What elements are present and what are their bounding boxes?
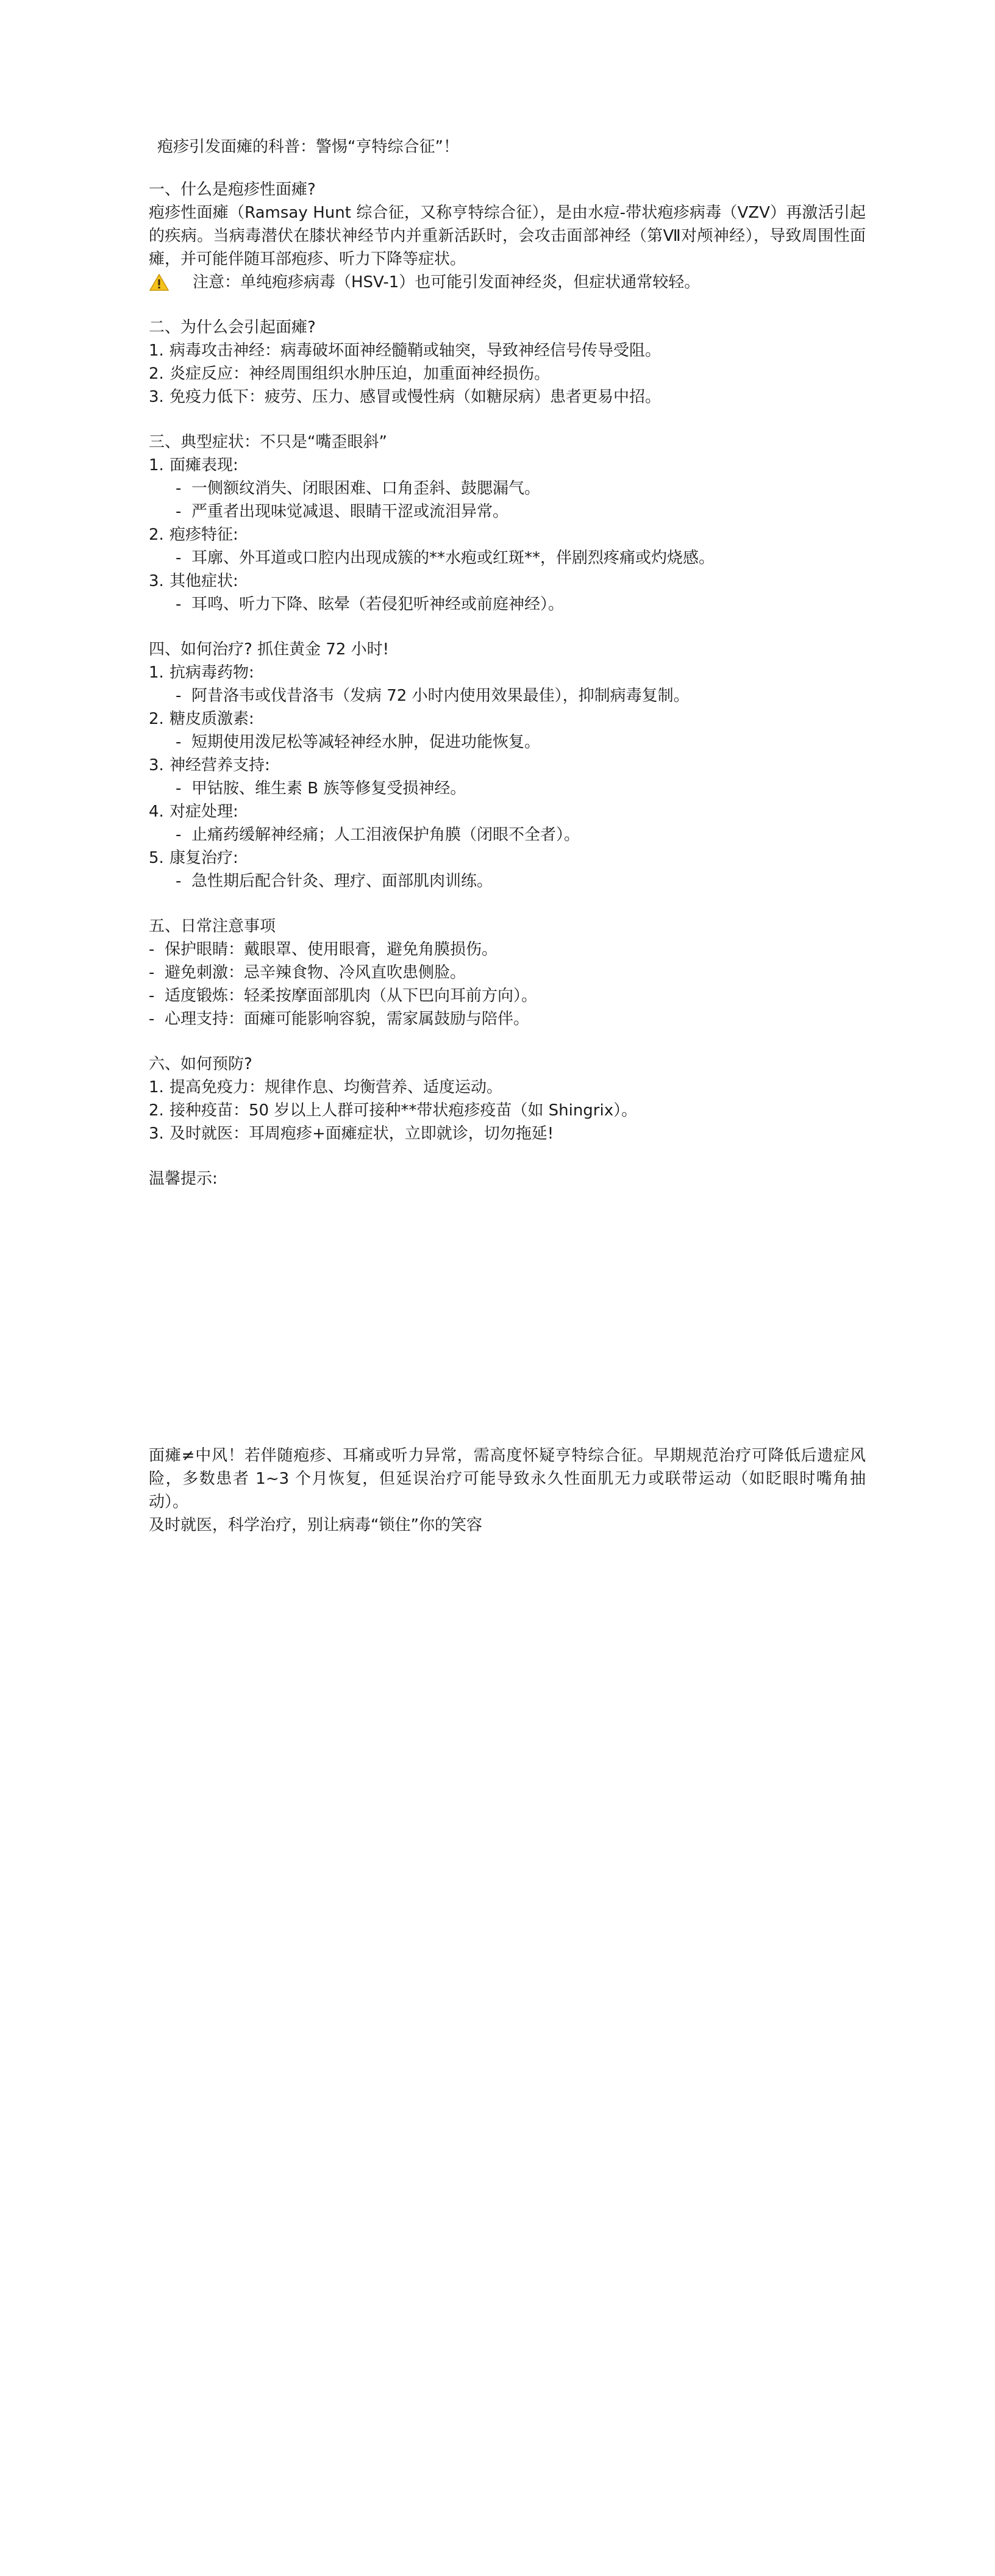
list-number: 2. [149,710,164,728]
section-heading: 一、什么是疱疹性面瘫? [149,181,316,199]
sub-list [149,823,866,846]
blank-space [149,1190,866,1444]
list-text: 康复治疗: [169,849,238,867]
numbered-list [149,339,866,409]
list-item: - 心理支持：面瘫可能影响容貌，需家属鼓励与陪伴。 [149,1007,866,1031]
section-paragraph: 疱疹性面瘫（Ramsay Hunt 综合征，又称亨特综合征），是由水痘-带状疱疹病毒（VZV）再激活引起的疾病。当病毒潜伏在膝状神经节内并重新活跃时，会攻击面部神经（第Ⅶ对颅神经），导致周围性面瘫，并可能伴随耳部疱疹、听力下降等症状。 [149,204,866,268]
sub-item: - 一侧额纹消失、闭眼困难、口角歪斜、鼓腮漏气。 [176,477,866,500]
sub-list [149,870,866,893]
sub-item: - 短期使用泼尼松等减轻神经水肿，促进功能恢复。 [176,731,866,754]
sub-item: - 止痛药缓解神经痛；人工泪液保护角膜（闭眼不全者）。 [176,823,866,846]
list-item [149,707,866,731]
list-text: 提高免疫力：规律作息、均衡营养、适度运动。 [169,1078,503,1097]
list-text: 对症处理: [169,803,238,821]
list-text: 适度锻炼：轻柔按摩面部肌肉（从下巴向耳前方向）。 [165,987,538,1005]
sub-list [149,777,866,800]
article [149,135,866,1537]
sub-item: - 阿昔洛韦或伐昔洛韦（发病 72 小时内使用效果最佳），抑制病毒复制。 [176,684,866,707]
section-why [149,316,866,409]
section-treatment [149,638,866,893]
sub-item: - 严重者出现味觉减退、眼睛干涩或流泪异常。 [176,500,866,523]
list-item: - 适度锻炼：轻柔按摩面部肌肉（从下巴向耳前方向）。 [149,984,866,1007]
list-number: 2. [149,1101,164,1120]
sub-text: 阿昔洛韦或伐昔洛韦（发病 72 小时内使用效果最佳），抑制病毒复制。 [191,687,690,705]
list-item [149,1076,866,1099]
list-text: 炎症反应：神经周围组织水肿压迫，加重面神经损伤。 [169,365,551,383]
sub-list [149,731,866,754]
sub-text: 一侧额纹消失、闭眼困难、口角歪斜、鼓腮漏气。 [191,479,541,498]
sub-text: 止痛药缓解神经痛；人工泪液保护角膜（闭眼不全者）。 [191,826,580,844]
list-number: 3. [149,1125,164,1143]
sub-text: 急性期后配合针灸、理疗、面部肌肉训练。 [191,872,493,890]
sub-text: 短期使用泼尼松等减轻神经水肿，促进功能恢复。 [191,733,541,751]
list-text: 心理支持：面瘫可能影响容貌，需家属鼓励与陪伴。 [165,1010,530,1028]
list-number: 4. [149,803,164,821]
sub-item: - 急性期后配合针灸、理疗、面部肌肉训练。 [176,870,866,893]
list-item: - 保护眼睛：戴眼罩、使用眼膏，避免角膜损伤。 [149,938,866,961]
list-item [149,846,866,870]
section-heading: 二、为什么会引起面瘫? [149,318,316,337]
list-number: 5. [149,849,164,867]
section-heading: 六、如何预防? [149,1055,252,1073]
sub-text: 耳鸣、听力下降、眩晕（若侵犯听神经或前庭神经）。 [191,595,565,614]
numbered-list [149,661,866,893]
list-text: 抗病毒药物: [169,664,254,682]
tip-label: 温馨提示: [149,1170,218,1188]
section-what-is [149,178,866,294]
sub-text: 耳廓、外耳道或口腔内出现成簇的**水疱或红斑**，伴剧烈疼痛或灼烧感。 [191,549,715,567]
section-heading: 四、如何治疗? 抓住黄金 72 小时! [149,640,390,659]
sub-list [149,684,866,707]
sub-list [149,593,866,616]
sub-item: - 耳廓、外耳道或口腔内出现成簇的**水疱或红斑**，伴剧烈疼痛或灼烧感。 [176,546,866,570]
list-number: 2. [149,365,164,383]
sub-list [149,546,866,570]
section-symptoms [149,431,866,616]
list-item [149,661,866,684]
list-item [149,362,866,385]
tip-section [149,1167,866,1537]
numbered-list [149,1076,866,1145]
list-text: 其他症状: [169,572,238,590]
list-text: 糖皮质激素: [169,710,254,728]
list-item [149,523,866,546]
list-number: 3. [149,572,164,590]
list-item [149,454,866,477]
list-text: 及时就医：耳周疱疹+面瘫症状，立即就诊，切勿拖延! [169,1125,554,1143]
section-heading: 三、典型症状：不只是“嘴歪眼斜” [149,433,387,451]
article-title: 疱疹引发面瘫的科普：警惕“亨特综合征”！ [157,138,459,156]
list-text: 免疫力低下：疲劳、压力、感冒或慢性病（如糖尿病）患者更易中招。 [169,388,662,406]
section-heading: 五、日常注意事项 [149,917,276,936]
list-text: 面瘫表现: [169,456,238,474]
numbered-list [149,454,866,616]
tip-paragraph: 面瘫≠中风！若伴随疱疹、耳痛或听力异常，需高度怀疑亨特综合征。早期规范治疗可降低后遗症风险，多数患者 1~3 个月恢复，但延误治疗可能导致永久性面肌无力或联带运动（如眨眼时嘴角抽动）。 [149,1447,866,1511]
dash-list [149,938,866,1031]
list-number: 3. [149,388,164,406]
list-item [149,754,866,777]
list-text: 保护眼睛：戴眼罩、使用眼膏，避免角膜损伤。 [165,940,498,959]
list-text: 避免刺激：忌辛辣食物、冷风直吹患侧脸。 [165,964,466,982]
sub-list [149,477,866,523]
list-item [149,1099,866,1122]
list-number: 1. [149,456,164,474]
list-item: - 避免刺激：忌辛辣食物、冷风直吹患侧脸。 [149,961,866,984]
list-number: 1. [149,664,164,682]
list-number: 1. [149,342,164,360]
section-prevention [149,1053,866,1145]
list-item [149,570,866,593]
sub-item: - 耳鸣、听力下降、眩晕（若侵犯听神经或前庭神经）。 [176,593,866,616]
list-number: 3. [149,756,164,775]
list-item [149,1122,866,1145]
section-daily-care [149,915,866,1031]
list-item [149,339,866,362]
warning-icon [149,273,169,292]
list-number: 1. [149,1078,164,1097]
list-text: 病毒攻击神经：病毒破坏面神经髓鞘或轴突，导致神经信号传导受阻。 [169,342,662,360]
list-item [149,800,866,823]
warning-text: 注意：单纯疱疹病毒（HSV-1）也可能引发面神经炎，但症状通常较轻。 [193,273,701,292]
list-item [149,385,866,409]
sub-item: - 甲钴胺、维生素 B 族等修复受损神经。 [176,777,866,800]
sub-text: 甲钴胺、维生素 B 族等修复受损神经。 [191,779,466,798]
list-text: 神经营养支持: [169,756,270,775]
sub-text: 严重者出现味觉减退、眼睛干涩或流泪异常。 [191,503,509,521]
list-number: 2. [149,526,164,544]
warning-note [149,271,866,294]
closing-line: 及时就医，科学治疗，别让病毒“锁住”你的笑容 [149,1516,482,1534]
list-text: 疱疹特征: [169,526,238,544]
list-text: 接种疫苗：50 岁以上人群可接种**带状疱疹疫苗（如 Shingrix）。 [169,1101,638,1120]
